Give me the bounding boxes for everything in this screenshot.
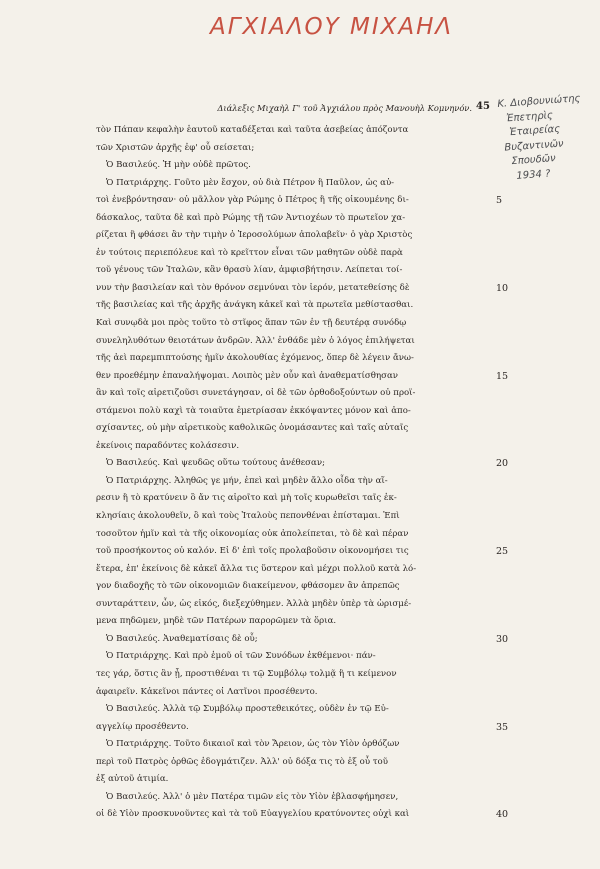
text-line bbox=[96, 806, 509, 824]
text-line-content: Ὁ Πατριάρχης. Τοῦτο δικαιοῖ καὶ τὸν Ἄρειον, ὡς τὸν Υἱὸν ὀρθόζων bbox=[106, 739, 400, 750]
text-line-content: ρίζεται ἢ φθάσει ἂν τὴν τιμὴν ὁ Ἱεροσολύμων ἀπολαβεῖν· ὁ γὰρ Χριστὸς bbox=[96, 230, 413, 241]
margin-note-line: Κ. Διοβουνιώτης bbox=[497, 93, 581, 110]
text-line-content: Ὁ Πατριάρχης. Ἀληθῶς γε μήν, ἐπεὶ καὶ μηδὲν ἄλλο οἶδα τὴν αἵ- bbox=[106, 475, 388, 486]
text-line bbox=[96, 719, 509, 737]
text-line bbox=[96, 280, 509, 298]
text-line bbox=[96, 157, 488, 175]
text-line bbox=[96, 473, 488, 491]
text-line bbox=[96, 754, 488, 772]
text-line-content: τοὶ ἐνεβρόντησαν· οὐ μᾶλλον γὰρ Ρώμης ὁ Πέτρος ἢ τῆς οἰκουμένης δι- bbox=[96, 195, 409, 206]
text-line bbox=[96, 368, 509, 386]
margin-note-line: Σπουδῶν bbox=[511, 153, 557, 168]
margin-note-line: 1934 ? bbox=[516, 167, 551, 182]
text-line bbox=[96, 543, 509, 561]
text-line-content: ἂν καὶ τοῖς αἱρετιζοῦσι συνετάγησαν, οἱ δὲ τῶν ὀρθοδοξούντων οὐ προϊ- bbox=[96, 388, 416, 399]
margin-note-line: Βυζαντινῶν bbox=[504, 137, 564, 154]
margin-note-line: Ἑταιρείας bbox=[509, 123, 561, 139]
text-line bbox=[96, 490, 488, 508]
text-line bbox=[96, 648, 488, 666]
text-line-content: συνεληλυθότων θειοτάτων ἀνδρῶν. Ἀλλ' ἐνθάδε μὲν ὁ λόγος ἐπιλήψεται bbox=[96, 335, 415, 346]
text-line-content: περὶ τοῦ Πατρὸς ὀρθῶς ἐδογμάτιζεν. Ἀλλ' οὐ δόξα τις τὸ ἐξ οὗ τοῦ bbox=[96, 756, 388, 767]
text-line bbox=[96, 385, 488, 403]
text-line-content: συνταράττειν, ὧν, ὡς εἰκός, διεξεχύθημεν. Ἀλλὰ μηδὲν ὑπὲρ τὰ ὡρισμέ- bbox=[96, 598, 412, 609]
text-line bbox=[96, 262, 488, 280]
text-line-content: μενα πηδῶμεν, μηδὲ τῶν Πατέρων παρορῶμεν τὰ ὅρια. bbox=[96, 616, 337, 627]
text-line-content: κλησίαις ἀκολουθεῖν, ὃ καὶ τοὺς Ἰταλοὺς πεπονθέναι ἐπίσταμαι. Ἐπὶ bbox=[96, 511, 400, 522]
line-number: 5 bbox=[496, 195, 503, 207]
margin-note-line: Ἐπετηρὶς bbox=[506, 109, 554, 124]
text-line bbox=[96, 613, 488, 631]
text-line-content: τοσοῦτον ἡμῖν καὶ τὰ τῆς οἰκονομίας οὐκ ἀπολείπεται, τὸ δὲ καὶ πέραν bbox=[96, 528, 409, 539]
text-line bbox=[96, 596, 488, 614]
text-line-content: νυν τὴν βασιλείαν καὶ τὸν θρόνον σεμνύναι τὸν ἱερόν, μετατεθείσης δὲ bbox=[96, 282, 410, 293]
text-line-content: τῆς ἀεὶ παρεμπιπτούσης ἡμῖν ἀκολουθίας ἐχόμενος, ὅπερ δὲ λέγειν ἄνω- bbox=[96, 353, 414, 364]
text-line-content: ἀφαιρεῖν. Κἀκεῖνοι πάντες οἱ Λατῖνοι προσέθεντο. bbox=[96, 686, 318, 697]
text-line bbox=[96, 631, 509, 649]
text-line-content: σχίσαντες, οὐ μὴν αἱρετικοὺς καθολικῶς ὀνομάσαντες καὶ ταῖς αὐταῖς bbox=[96, 423, 409, 434]
text-line-content: τοῦ προσήκοντος οὐ καλόν. Εἰ δ' ἐπὶ τοῖς προλαβοῦσιν οἰκονομήσει τις bbox=[96, 546, 409, 557]
text-line-content: τὸν Πάπαν κεφαλὴν ἑαυτοῦ καταδέξεται καὶ ταῦτα ἀσεβείας ἀπόζοντα bbox=[96, 125, 409, 135]
text-line bbox=[96, 403, 488, 421]
text-line bbox=[96, 789, 488, 807]
text-line bbox=[96, 455, 509, 473]
text-line-content: στάμενοι πολὺ καχὶ τὰ τοιαῦτα ἐμετρίασαν ἐκκόψαντες μόνον καὶ ἀπο- bbox=[96, 405, 411, 416]
text-line-content: τῆς βασιλείας καὶ τῆς ἀρχῆς ἀνάγκη κἀκεῖ καὶ τὰ πρωτεῖα μεθίστασθαι. bbox=[96, 300, 414, 311]
text-line bbox=[96, 666, 488, 684]
line-number: 20 bbox=[496, 458, 509, 470]
line-number: 15 bbox=[496, 370, 509, 382]
text-line-content: ἐκείνοις παραδόντες κολάσεσιν. bbox=[96, 440, 240, 451]
line-number: 40 bbox=[496, 809, 509, 821]
text-line-content: Ὁ Βασιλεύς. Ἀλλὰ τῷ Συμβόλῳ προστεθεικότες, οὐδὲν ἐν τῷ Εὐ- bbox=[106, 704, 389, 715]
text-line-content: τῶν Χριστῶν ἀρχῆς ἐφ' οὗ σείσεται; bbox=[96, 142, 255, 153]
text-line-content: ἕτερα, ἐπ' ἐκείνοις δὲ κἀκεῖ ἄλλα τις ὕστερον καὶ μέχρι πολλοῦ κατὰ λό- bbox=[96, 563, 417, 574]
text-line bbox=[96, 420, 488, 438]
text-line bbox=[96, 350, 488, 368]
text-line bbox=[96, 736, 488, 754]
running-head: Διάλεξις Μιχαὴλ Γ' τοῦ Ἀγχιάλου πρὸς Μανουὴλ Κομνηνόν. bbox=[217, 103, 472, 113]
text-line-content: ἐν τούτοις περιεπόλευε καὶ τὸ κρεῖττον εἶναι τῶν μαθητῶν οὐδὲ παρὰ bbox=[96, 247, 403, 258]
text-line bbox=[96, 578, 488, 596]
text-line bbox=[96, 684, 488, 702]
text-line bbox=[96, 175, 488, 193]
text-line-content: τοῦ γένους τῶν Ἰταλῶν, κἂν θρασὺ λίαν, ἀμφισβήτησιν. Λείπεται τοί- bbox=[96, 265, 403, 276]
text-line-content: οἱ δὲ Υἱὸν προσκυνοῦντες καὶ τὰ τοῦ Εὐαγγελίου κρατύνοντες οὐχὶ καὶ bbox=[96, 809, 410, 820]
text-line bbox=[96, 333, 488, 351]
line-number: 30 bbox=[496, 633, 509, 645]
text-line bbox=[96, 561, 488, 579]
body-text bbox=[96, 122, 509, 824]
text-line-content: Ὁ Πατριάρχης. Γοῦτο μὲν ἔσχον, οὐ διὰ Πέτρον ἢ Παῦλον, ὡς αὐ- bbox=[106, 177, 395, 188]
text-line-content: Ὁ Βασιλεύς. Ἡ μὴν οὐδὲ πρῶτος. bbox=[106, 160, 251, 171]
text-line bbox=[96, 508, 488, 526]
handwritten-title: ΑΓΧΙΑΛΟΥ ΜΙΧΑΗΛ bbox=[210, 14, 454, 40]
text-line-content: Καὶ συνῳδὰ μοι πρὸς τοῦτο τὸ στῖφος ἅπαν τῶν ἐν τῇ δευτέρᾳ συνόδῳ bbox=[96, 318, 407, 329]
text-line-content: ρεσιν ἢ τὸ κρατύνειν ὃ ἄν τις αἱροῖτο καὶ μὴ τοῖς κυρωθεῖσι ταῖς ἐκ- bbox=[96, 493, 397, 504]
text-line bbox=[96, 122, 488, 140]
text-line-content: γον διαδοχῆς τὸ τῶν οἰκονομιῶν διακείμενον, φθάσομεν ἂν ἀπρεπῶς bbox=[96, 581, 400, 592]
text-line-content: Ὁ Πατριάρχης. Καὶ πρὸ ἐμοῦ οἱ τῶν Συνόδων ἐκθέμενοι· πάν- bbox=[106, 651, 376, 662]
text-line bbox=[96, 245, 488, 263]
line-number: 10 bbox=[496, 282, 509, 294]
text-line bbox=[96, 192, 503, 210]
text-line-content: Ὁ Βασιλεύς. Καὶ ψευδῶς οὕτω τούτους ἀνέθεσαν; bbox=[106, 458, 325, 469]
text-line bbox=[96, 438, 488, 456]
line-number: 35 bbox=[496, 721, 509, 733]
text-line-content: Ὁ Βασιλεύς. Ἀλλ' ὁ μὲν Πατέρα τιμῶν εἰς τὸν Υἱὸν ἐβλασφήμησεν, bbox=[106, 791, 399, 802]
text-line bbox=[96, 701, 488, 719]
text-line-content: Ὁ Βασιλεύς. Ἀναθεματίσαις δὲ οὗ; bbox=[106, 633, 258, 644]
text-line bbox=[96, 526, 488, 544]
text-line-content: δάσκαλος, ταῦτα δὲ καὶ πρὸ Ρώμης τῇ τῶν Ἀντιοχέων τὸ πρωτεῖον χα- bbox=[96, 212, 406, 223]
text-line bbox=[96, 210, 488, 228]
margin-note bbox=[497, 92, 586, 185]
page-number: 45 bbox=[476, 101, 490, 112]
text-line-content: αγγελίῳ προσέθεντο. bbox=[96, 721, 189, 732]
text-line bbox=[96, 140, 488, 158]
text-line-content: ἐξ αὐτοῦ ἀτιμία. bbox=[96, 774, 169, 785]
text-line bbox=[96, 315, 488, 333]
text-line-content: τες γάρ, ὅστις ἂν ᾖ, προστιθέναι τι τῷ Συμβόλῳ τολμᾷ ἢ τι κείμενον bbox=[96, 668, 397, 679]
text-line-content: θεν προεθέμην ἐπαναλήψομαι. Λοιπὸς μὲν οὖν καὶ ἀναθεματίσθησαν bbox=[96, 370, 398, 381]
line-number: 25 bbox=[496, 546, 509, 558]
text-line bbox=[96, 227, 488, 245]
text-line bbox=[96, 297, 488, 315]
text-line bbox=[96, 771, 488, 789]
